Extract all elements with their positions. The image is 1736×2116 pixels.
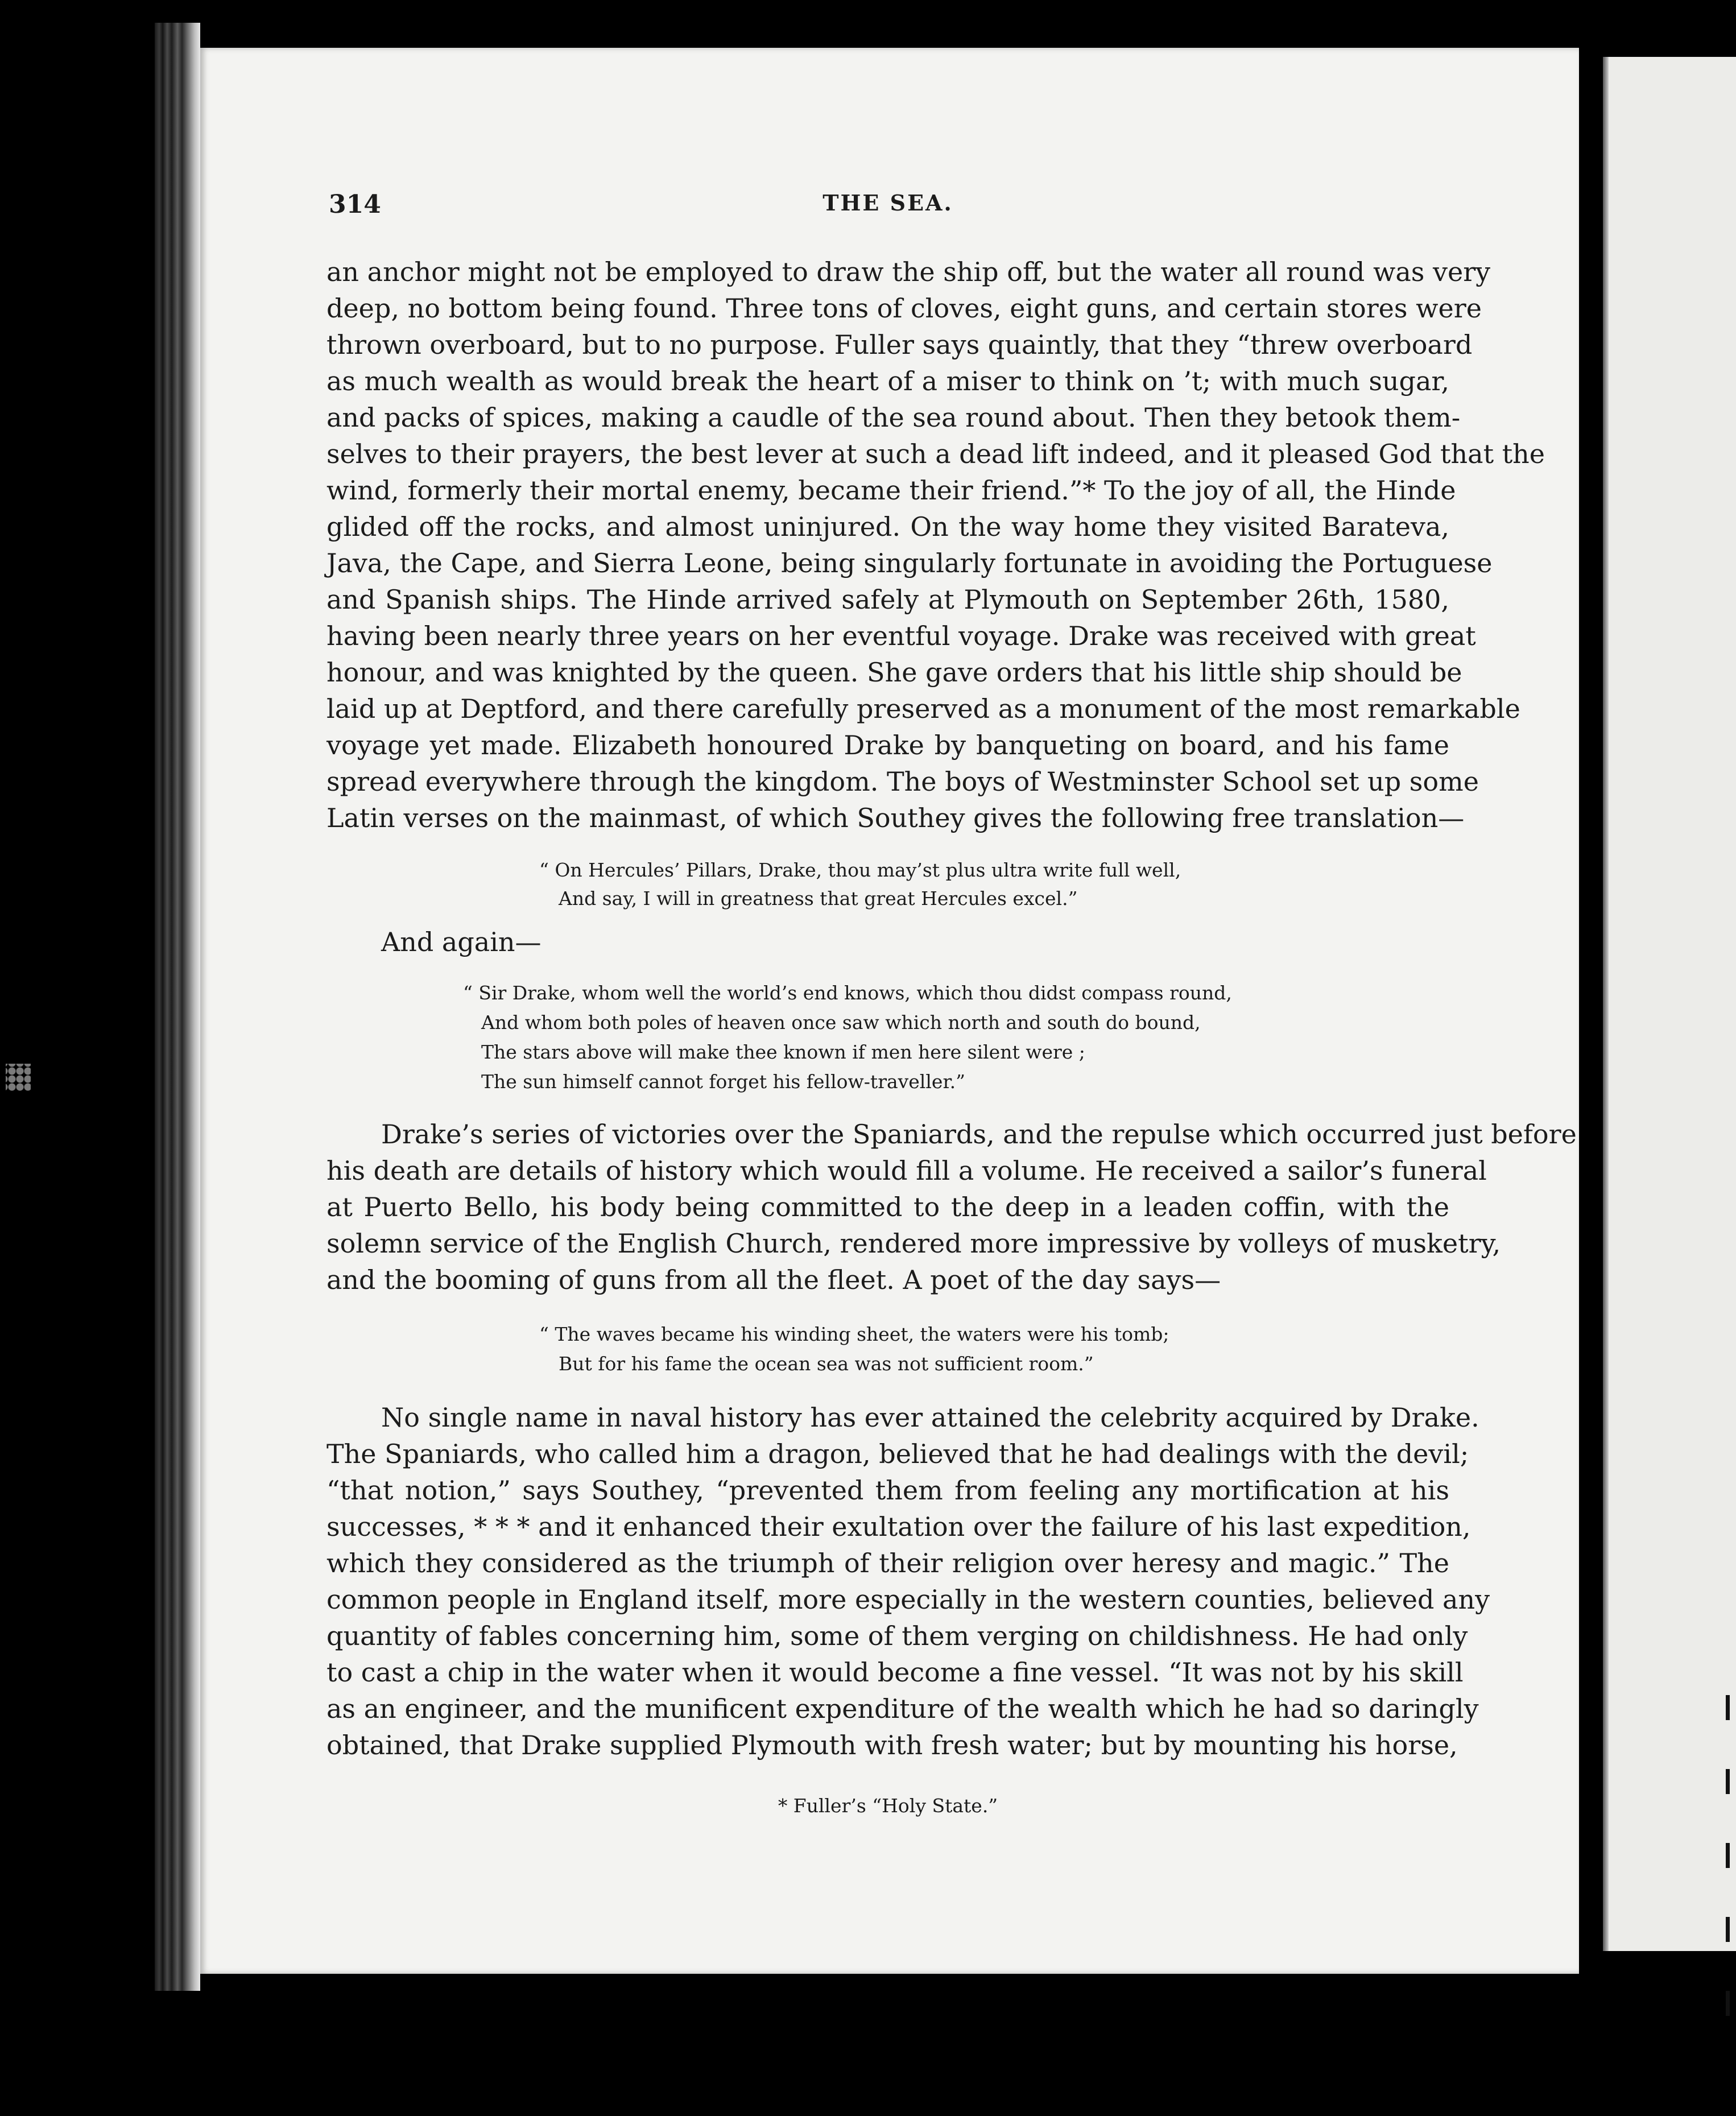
body-line: solemn service of the English Church, rendered more impressive by volleys of musketry,	[326, 1228, 1501, 1259]
body-line: Java, the Cape, and Sierra Leone, being singularly fortunate in avoiding the Portuguese	[326, 548, 1493, 578]
body-line: and the booming of guns from all the fleet. A poet of the day says—	[326, 1264, 1221, 1295]
body-line: to cast a chip in the water when it would become a fine vessel. “It was not by his skill	[326, 1657, 1464, 1688]
body-line: spread everywhere through the kingdom. The boys of Westminster School set up some	[326, 766, 1479, 797]
body-line: voyage yet made. Elizabeth honoured Drake by banqueting on board, and his fame	[326, 730, 1449, 761]
adjacent-page-edge	[1603, 57, 1736, 1951]
body-line: and Spanish ships. The Hinde arrived safely at Plymouth on September 26th, 1580,	[326, 584, 1449, 615]
body-line: obtained, that Drake supplied Plymouth with fresh water; but by mounting his horse,	[326, 1730, 1458, 1760]
book-page	[200, 48, 1579, 1974]
body-line: Drake’s series of victories over the Spaniards, and the repulse which occurred just before	[381, 1119, 1577, 1150]
body-line: selves to their prayers, the best lever at such a dead lift indeed, and it pleased God that the	[326, 439, 1545, 469]
verse-line: And whom both poles of heaven once saw which north and south do bound,	[481, 1011, 1201, 1034]
body-line: quantity of fables concerning him, some of them verging on childishness. He had only	[326, 1621, 1468, 1651]
running-head	[326, 190, 1449, 230]
body-line: No single name in naval history has ever attained the celebrity acquired by Drake.	[381, 1402, 1479, 1433]
and-again-text: And again—	[381, 927, 542, 957]
body-line: his death are details of history which would fill a volume. He received a sailor’s funeral	[326, 1155, 1487, 1186]
body-line: having been nearly three years on her eventful voyage. Drake was received with great	[326, 621, 1476, 651]
page-gutter-shadow	[1603, 57, 1609, 1951]
body-line: successes, * * * and it enhanced their exultation over the failure of his last expedition,	[326, 1511, 1471, 1542]
adjacent-page-text-fragments	[1726, 1695, 1731, 2065]
body-line: wind, formerly their mortal enemy, became their friend.”* To the joy of all, the Hinde	[326, 475, 1456, 506]
body-line: an anchor might not be employed to draw the ship off, but the water all round was very	[326, 257, 1491, 287]
body-line: at Puerto Bello, his body being committed to the deep in a leaden coffin, with the	[326, 1192, 1449, 1222]
body-line: which they considered as the triumph of their religion over heresy and magic.” The	[326, 1548, 1449, 1578]
body-line: The Spaniards, who called him a dragon, believed that he had dealings with the devil;	[326, 1439, 1469, 1469]
verse-line: But for his fame the ocean sea was not sufficient room.”	[559, 1353, 1094, 1375]
running-head-title: THE SEA.	[822, 190, 953, 216]
verse-line: The stars above will make thee known if men here silent were ;	[481, 1041, 1085, 1063]
body-line: Latin verses on the mainmast, of which Southey gives the following free translation—	[326, 803, 1465, 833]
footnote: * Fuller’s “Holy State.”	[778, 1795, 998, 1817]
body-line: thrown overboard, but to no purpose. Fuller says quaintly, that they “threw overboard	[326, 329, 1473, 360]
book-binding-edge	[155, 23, 200, 1991]
body-line: honour, and was knighted by the queen. She gave orders that his little ship should be	[326, 657, 1462, 688]
verse-line: “ The waves became his winding sheet, the waters were his tomb;	[539, 1323, 1169, 1345]
verse-line: “ On Hercules’ Pillars, Drake, thou may’st plus ultra write full well,	[539, 859, 1181, 881]
body-line: glided off the rocks, and almost uninjured. On the way home they visited Barateva,	[326, 511, 1449, 542]
body-line: “that notion,” says Southey, “prevented them from feeling any mortification at his	[326, 1475, 1449, 1506]
verse-line: And say, I will in greatness that great Hercules excel.”	[559, 887, 1078, 910]
page-number: 314	[329, 190, 381, 219]
body-line: common people in England itself, more especially in the western counties, believed any	[326, 1584, 1490, 1615]
body-line: as much wealth as would break the heart of a miser to think on ’t; with much sugar,	[326, 366, 1449, 396]
body-line: deep, no bottom being found. Three tons of cloves, eight guns, and certain stores were	[326, 293, 1482, 324]
verse-line: “ Sir Drake, whom well the world’s end knows, which thou didst compass round,	[463, 982, 1232, 1004]
scan-speck	[6, 1064, 31, 1091]
body-line: laid up at Deptford, and there carefully preserved as a monument of the most remarkable	[326, 693, 1520, 724]
body-line: as an engineer, and the munificent expenditure of the wealth which he had so daringly	[326, 1693, 1479, 1724]
body-line: and packs of spices, making a caudle of the sea round about. Then they betook them-	[326, 402, 1461, 433]
verse-line: The sun himself cannot forget his fellow-traveller.”	[481, 1071, 965, 1093]
